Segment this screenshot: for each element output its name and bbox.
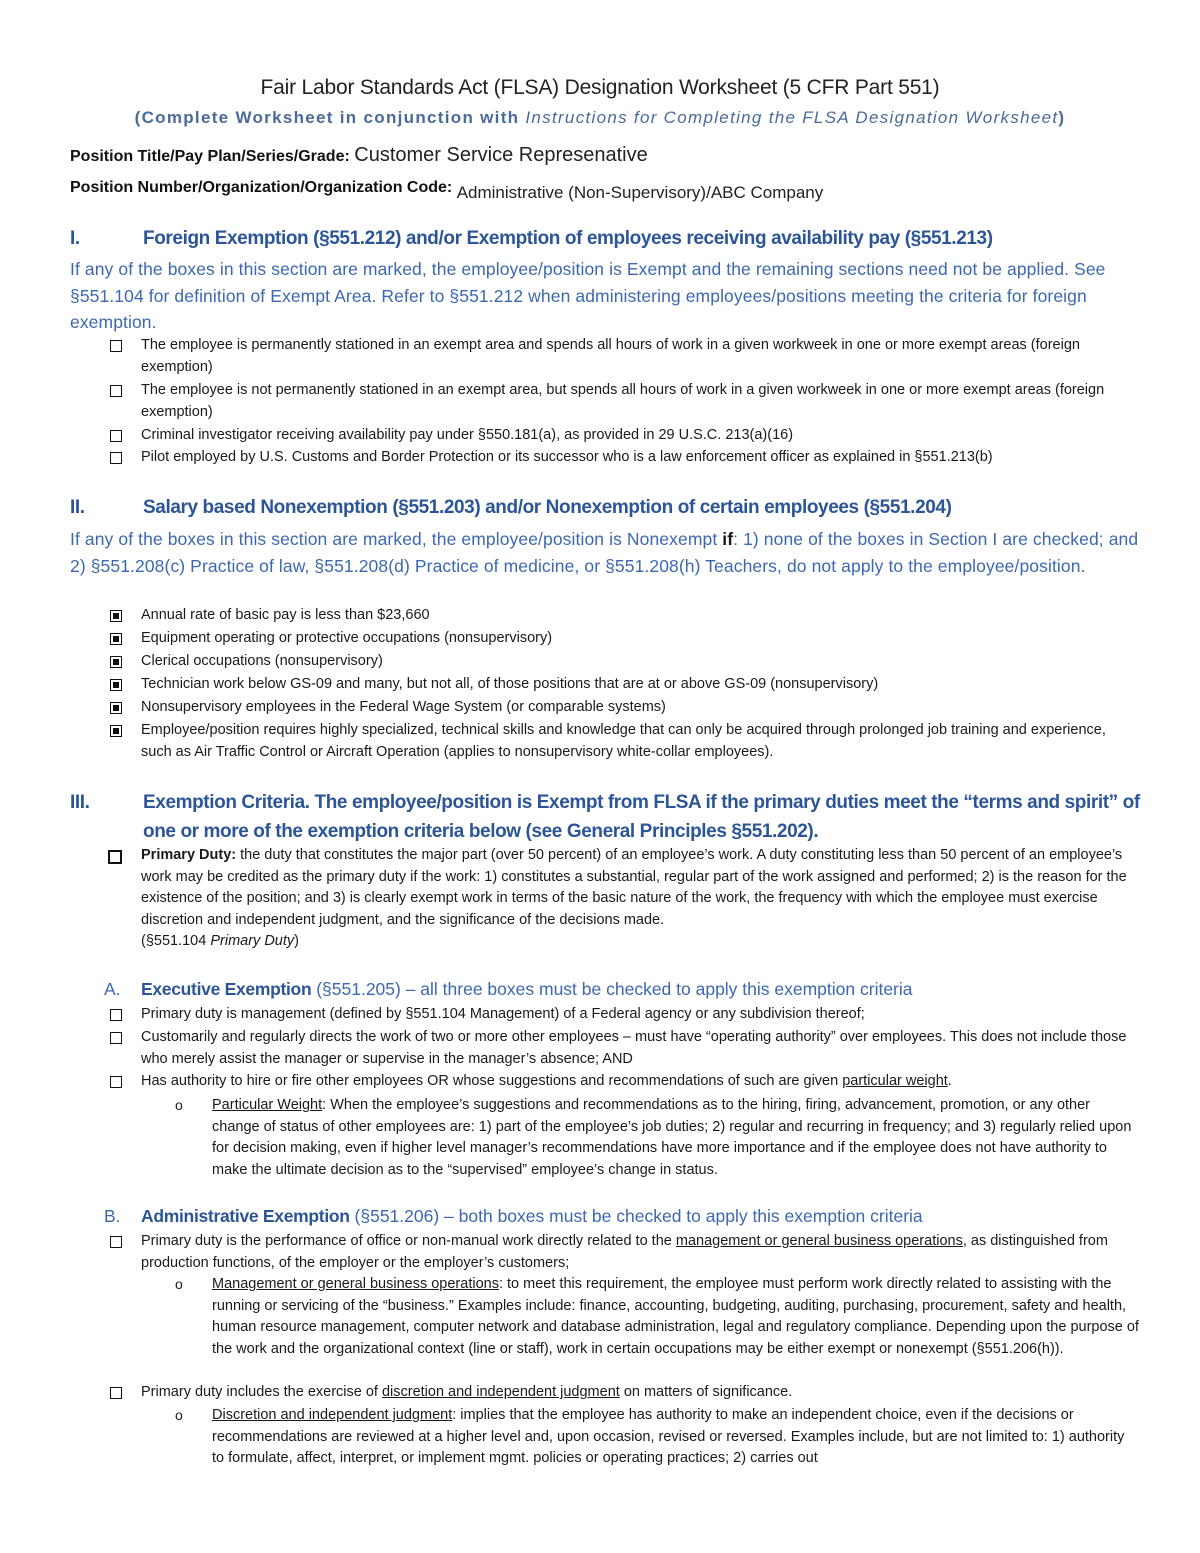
- bullet-icon: o: [175, 1097, 183, 1113]
- position-title-line: [70, 144, 648, 167]
- section-2-item: Employee/position requires highly specialized, technical skills and knowledge that can only be acquired through prolonged job training and experience, such as Air Traffic Control or Aircraft Operation (applies to nonsupervisory white-collar employees).: [110, 720, 1140, 763]
- executive-item: Primary duty is management (defined by §551.104 Management) of a Federal agency or any subdivision thereof;: [110, 1004, 1140, 1026]
- section-1-heading: [70, 225, 1150, 253]
- section-1-intro: If any of the boxes in this section are marked, the employee/position is Exempt and the remaining sections need not be applied. See §551.104 for definition of Exempt Area. Refer to §551.212 when administering employees/positions meeting the criteria for foreign exemption.: [70, 259, 1106, 332]
- section-2-number: II.: [70, 497, 85, 518]
- position-number-value: Administrative (Non-Supervisory)/ABC Company: [456, 183, 824, 202]
- executive-exemption-heading: A. Executive Exemption (§551.205) – all three boxes must be checked to apply this exemption criteria: [104, 979, 913, 999]
- section-3-number: III.: [70, 792, 90, 813]
- administrative-exemption-heading: B. Administrative Exemption (§551.206) – both boxes must be checked to apply this exemption criteria: [104, 1206, 923, 1226]
- checkbox[interactable]: [110, 1009, 122, 1021]
- position-title-value: Customer Service Represenative: [354, 144, 648, 166]
- position-number-label: Position Number/Organization/Organization Code:: [70, 179, 453, 196]
- checkbox[interactable]: [110, 385, 122, 397]
- checked-checkbox[interactable]: [110, 702, 122, 714]
- administrative-item: Primary duty includes the exercise of discretion and independent judgment on matters of significance.: [110, 1382, 1140, 1404]
- document-subtitle: (Complete Worksheet in conjunction with Instructions for Completing the FLSA Designation Worksheet): [134, 108, 1066, 127]
- position-number-line: [70, 177, 824, 202]
- section-2-item: Technician work below GS-09 and many, but not all, of those positions that are at or above GS-09 (nonsupervisory): [110, 674, 1140, 696]
- section-2-intro: If any of the boxes in this section are marked, the employee/position is Nonexempt if: 1) none of the boxes in Section I are checked; and 2) §551.208(c) Practice of law, §551.208(d) Practice of medicine, or §551.208(h) Teachers, do not apply to the employee/position.: [70, 529, 1139, 576]
- primary-duty-item: Primary Duty: the duty that constitutes the major part (over 50 percent) of an employee’s work. A duty constituting less than 50 percent of an employee’s work may be credited as the primary duty if the work: 1) constitutes a substantial, regular part of the work assigned and performed; 2) is the reason for the existence of the position; and 3) is clearly exempt work in terms of the basic nature of the work, the frequency with which the employee must exercise discretion and independent judgment, and the significance of the decisions made. (§551.104 Primary Duty): [108, 845, 1140, 953]
- bullet-icon: o: [175, 1276, 183, 1292]
- checkbox[interactable]: [110, 340, 122, 352]
- checkbox[interactable]: [110, 1236, 122, 1248]
- checkbox[interactable]: [110, 430, 122, 442]
- section-1-item: The employee is not permanently stationed in an exempt area, but spends all hours of work in a given workweek in one or more exempt areas (foreign exemption): [110, 380, 1140, 423]
- checkbox[interactable]: [110, 1387, 122, 1399]
- checked-checkbox[interactable]: [110, 679, 122, 691]
- checkbox[interactable]: [108, 850, 122, 864]
- section-3-heading-text: Exemption Criteria. The employee/position is Exempt from FLSA if the primary duties meet the “terms and spirit” of one or more of the exemption criteria below (see General Principles §551.202).: [143, 792, 1140, 842]
- particular-weight-note: o Particular Weight: When the employee’s suggestions and recommendations as to the hiring, firing, advancement, promotion, or any other change of status of other employees are: 1) part of the employee’s job duties; 2) regular and recurring in frequency; and 3) regularly relied upon for decision making, even if higher level manager’s recommendations have more importance and if the employee does not have authority to make the ultimate decision as to the “supervised” employee’s change in status.: [175, 1097, 1132, 1178]
- checked-checkbox[interactable]: [110, 725, 122, 737]
- section-1-item: The employee is permanently stationed in an exempt area and spends all hours of work in a given workweek in one or more exempt areas (foreign exemption): [110, 335, 1140, 378]
- business-operations-note: o Management or general business operations: to meet this requirement, the employee must perform work directly related to assisting with the running or servicing of the “business.” Examples include: finance, accounting, budgeting, auditing, purchasing, procurement, safety and health, human resource management, computer network and database administration, legal and regulatory compliance. Depending upon the purpose of the work and the organizational context (line or staff), work in certain occupations may be either exempt or nonexempt (§551.206(h)).: [175, 1276, 1139, 1357]
- administrative-item: Primary duty is the performance of office or non-manual work directly related to the management or general business operations, as distinguished from production functions, of the employer or the employer’s customers;: [110, 1231, 1140, 1274]
- executive-item: Has authority to hire or fire other employees OR whose suggestions and recommendations of such are given particular weight.: [110, 1071, 1140, 1093]
- checked-checkbox[interactable]: [110, 610, 122, 622]
- section-2-item: Equipment operating or protective occupations (nonsupervisory): [110, 628, 1140, 650]
- section-2-item: Clerical occupations (nonsupervisory): [110, 651, 1140, 673]
- checkbox[interactable]: [110, 452, 122, 464]
- discretion-note: o Discretion and independent judgment: implies that the employee has authority to make an independent choice, even if the decisions or recommendations are reviewed at a higher level and, upon occasion, revised or reversed. Examples include, but are not limited to: 1) authority to formulate, affect, interpret, or implement mgmt. policies or operating practices; 2) carries out: [175, 1407, 1125, 1466]
- position-title-label: Position Title/Pay Plan/Series/Grade:: [70, 148, 350, 165]
- bullet-icon: o: [175, 1407, 183, 1423]
- checkbox[interactable]: [110, 1032, 122, 1044]
- section-2-item: Nonsupervisory employees in the Federal Wage System (or comparable systems): [110, 697, 1140, 719]
- section-1-item: Pilot employed by U.S. Customs and Border Protection or its successor who is a law enforcement officer as explained in §551.213(b): [110, 447, 1140, 469]
- section-1-heading-text: Foreign Exemption (§551.212) and/or Exemption of employees receiving availability pay (§551.213): [143, 228, 993, 249]
- section-1-number: I.: [70, 228, 80, 249]
- checked-checkbox[interactable]: [110, 656, 122, 668]
- section-1-item: Criminal investigator receiving availability pay under §550.181(a), as provided in 29 U.S.C. 213(a)(16): [110, 425, 1140, 447]
- document-title: Fair Labor Standards Act (FLSA) Designation Worksheet (5 CFR Part 551): [260, 76, 940, 99]
- section-3-heading: [70, 788, 1150, 846]
- section-2-heading: [70, 494, 1150, 522]
- checked-checkbox[interactable]: [110, 633, 122, 645]
- checkbox[interactable]: [110, 1076, 122, 1088]
- section-2-heading-text: Salary based Nonexemption (§551.203) and/or Nonexemption of certain employees (§551.204): [143, 497, 952, 518]
- executive-item: Customarily and regularly directs the work of two or more other employees – must have “operating authority” over employees. This does not include those who merely assist the manager or supervise in the manager’s absence; AND: [110, 1027, 1140, 1070]
- section-2-item: Annual rate of basic pay is less than $23,660: [110, 605, 1140, 627]
